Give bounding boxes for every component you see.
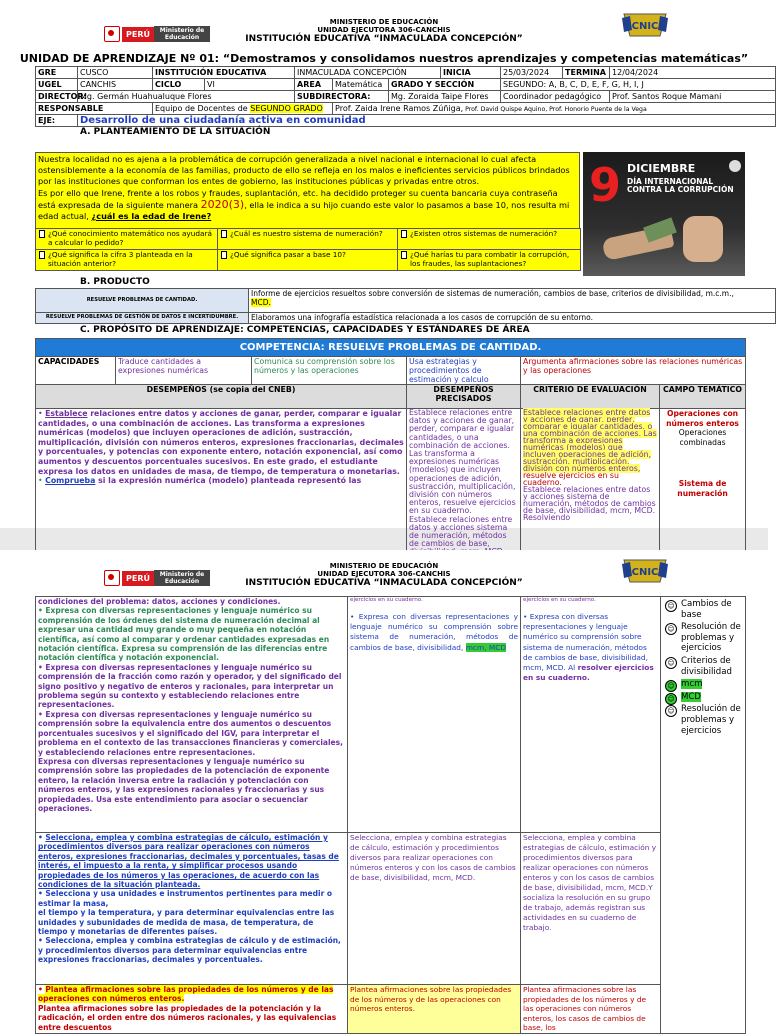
- question-1: [36, 229, 218, 250]
- teacher-main: Prof. Zaida Irene Ramos Zúñiga,: [335, 104, 464, 113]
- criteria-plantea: Plantea afirmaciones sobre las propiedades de los números y de las operaciones con números enteros, los casos de cambios de base, los: [521, 985, 661, 1034]
- topic-problem-solving-2-text: Resolución de problemas y ejercicios: [681, 704, 741, 736]
- performance-continued: condiciones del problema: datos, acciones y condiciones.: [38, 597, 281, 606]
- end-date: 12/04/2024: [610, 67, 776, 79]
- info-table: [35, 66, 776, 127]
- director-value: Mg. Germán Huahualuque Flores: [78, 91, 295, 103]
- product-description-2: Elaboramos una infografía estadística relacionada a los casos de corrupción de su entorno.: [249, 313, 776, 324]
- criteria-text-1: Establece relaciones entre datos y acciones de ganar, perder, comparar e igualar cantidades, o una combinación de acciones. Las transforma a expresiones numéricas (modelos) que incluyen operaciones de adición, sustracción, multiplicación, división con números enteros,: [523, 408, 657, 473]
- teachers-list: [333, 103, 776, 115]
- gre-value: CUSCO: [78, 67, 153, 79]
- product-competence-1: RESUELVE PROBLEMAS DE CANTIDAD.: [36, 289, 249, 313]
- performance-selecciona-2: • Selecciona y usa unidades e instrumentos pertinentes para medir o estimar la masa,: [38, 889, 333, 908]
- smiley-icon: ☺: [665, 623, 677, 635]
- criteria-expresa-bold: resolver ejercicios en su cuaderno.: [523, 663, 654, 683]
- precise-plantea: Plantea afirmaciones sobre las propiedades de los números y de las operaciones con números enteros.: [348, 985, 521, 1034]
- hand-refusing-icon: [683, 216, 723, 262]
- topic-divisibility-text: Criterios de divisibilidad: [681, 655, 732, 677]
- col-precise-header: DESEMPEÑOS PRECISADOS: [407, 385, 521, 409]
- cnic-logo-text: CNIC: [631, 21, 659, 32]
- question-6: [398, 250, 581, 271]
- product-1-text: Informe de ejercicios resueltos sobre conversión de sistemas de numeración, cambios de base, criterios de divisibilidad, m.c.m.,: [251, 289, 734, 298]
- guiding-questions: [35, 228, 581, 271]
- capacity-4: Argumenta afirmaciones sobre las relaciones numéricas y las operaciones: [521, 357, 746, 385]
- smiley-icon: ☺: [665, 657, 677, 669]
- cnic-logo-icon: [620, 556, 670, 586]
- performance-selecciona-1-text: Selecciona, emplea y combina estrategias de cálculo, estimación y procedimientos diversos para realizar operaciones con números enteros, expresiones fraccionarias, decimales y porcentuales, tasas de interés, el impuesto a la renta, y simplificar procesos usando propiedades de los números y las operaciones, de acuerdo con las condiciones de la situación planteada.: [38, 833, 339, 890]
- question-1-text: ¿Qué conocimiento matemático nos ayudará a calcular lo pedido?: [48, 229, 212, 247]
- ugel-value: CANCHIS: [78, 79, 153, 91]
- topic-mcm-text: mcm: [681, 679, 703, 690]
- area-value: Matemática: [333, 79, 389, 91]
- product-competence-2: RESUELVE PROBLEMAS DE GESTIÓN DE DATOS E INCERTIDUMBRE.: [36, 313, 249, 324]
- performance-text-1: relaciones entre datos y acciones de ganar, perder, comparar e igualar cantidades, o una combinación de acciones. Las transforma a expresiones numéricas (modelos) que incluyen operaciones de adición, sustracción, multiplicación, división con números enteros, expresiones fraccionarias, decimales y porcentuales, y potencias con exponente entero, notación exponencial, así como aumentos y descuentos porcentuales sucesivos. En este grado, el estudiante expresa los datos en unidades de masa, de tiempo, de temperatura o monetarias.: [38, 409, 404, 476]
- performance-plantea-1-text: Plantea afirmaciones sobre las propiedades de los números y de las operaciones con números enteros.: [38, 985, 334, 1004]
- performance-selecciona-3-text: Selecciona, emplea y combina estrategias de cálculo y de estimación, y procedimientos diversos para determinar equivalencias entre expresiones fraccionarias, decimales y porcentuales.: [38, 936, 341, 965]
- performance-expresa-2-text: Expresa con diversas representaciones y lenguaje numérico su comprensión de la fracción como razón y operador, y del significado del signo positivo y negativo de enteros y racionales, para interpretar un problema según su contexto y estableciendo relaciones entre representaciones.: [38, 662, 342, 710]
- col-topic-header: CAMPO TEMÁTICO: [660, 385, 746, 409]
- end-label: TERMINA: [563, 67, 610, 79]
- question-4: [36, 250, 218, 271]
- coordinator-value: Prof. Santos Roque Mamani: [610, 91, 776, 103]
- area-label: AREA: [295, 79, 333, 91]
- question-5: [218, 250, 398, 271]
- performance-cell-2: [36, 597, 348, 833]
- topic-cell: [660, 409, 746, 566]
- topic-3: Sistema de numeración: [677, 479, 728, 498]
- topic-problem-solving: [663, 622, 743, 654]
- performance-plantea-2: Plantea afirmaciones sobre las propiedades de la potenciación y la radicación, el orden entre dos números racionales, y las equivalencias entre descuentos: [38, 1003, 337, 1032]
- axis-label: EJE:: [36, 115, 78, 127]
- competence-title: COMPETENCIA: RESUELVE PROBLEMAS DE CANTIDAD.: [36, 339, 746, 357]
- responsible-grade: SEGUNDO GRADO: [250, 104, 323, 113]
- precise-expresa-highlight: mcm, MCD: [465, 642, 507, 652]
- criteria-continued: ejercicios en su cuaderno.: [523, 597, 596, 603]
- performance-expresa-4: Expresa con diversas representaciones y lenguaje numérico su comprensión sobre las propiedades de la potenciación de exponente entero, la relación inversa entre la radiación y potenciación con números enteros, y las expresiones racionales y fraccionarias y sus propiedades. Usa este entendimiento para asociar o secuenciar operaciones.: [38, 756, 330, 813]
- school-line: INSTITUCIÓN EDUCATIVA “INMACULADA CONCEPCIÓN”: [245, 578, 523, 588]
- topic-problem-solving-2: [663, 704, 743, 736]
- topic-mcm: [663, 679, 743, 690]
- peru-label: PERÚ: [122, 571, 154, 586]
- topic-divisibility: [663, 656, 743, 677]
- school-line: INSTITUCIÓN EDUCATIVA “INMACULADA CONCEPCIÓN”: [245, 34, 523, 44]
- question-2-text: ¿Cuál es nuestro sistema de numeración?: [230, 229, 383, 238]
- performance-plantea-1: • Plantea afirmaciones sobre las propiedades de los números y de las operaciones con números enteros.: [38, 985, 334, 1004]
- poster-logo-icon: [729, 160, 741, 172]
- performance-expresa-1: • Expresa con diversas representaciones y lenguaje numérico su comprensión de los órdenes del sistema de numeración decimal al expresar una cantidad muy grande o muy pequeña en notación científica, así como al comparar y ordenar cantidades expresadas en notación científica. Expresa su comprensión de las diferencias entre notación científica y notación exponencial.: [38, 606, 330, 663]
- performance-selecciona-2b: el tiempo y la temperatura, y para determinar equivalencias entre las unidades y subunidades de medida de masa, de temperatura, de tiempo y monetarias de diferentes países.: [38, 908, 335, 937]
- competence-table: [35, 338, 746, 566]
- page-header: [0, 0, 768, 46]
- precise-text-1: Establece relaciones entre datos y acciones de ganar, perder, comparar e igualar cantidades, o una combinación de acciones. Las transforma a expresiones numéricas (modelos) que incluyen operaciones de adición, sustracción, multiplicación, división con números enteros, resuelve ejercicios en su cuaderno.: [409, 408, 516, 516]
- cnic-logo-text: CNIC: [631, 567, 659, 578]
- performance-selecciona-2-text: Selecciona y usa unidades e instrumentos pertinentes para medir o estimar la masa,: [38, 889, 333, 908]
- topic-2: Operaciones combinadas: [678, 428, 727, 447]
- ie-label: INSTITUCIÓN EDUCATIVA: [153, 67, 295, 79]
- unit-line: UNIDAD EJECUTORA 306-CANCHIS: [317, 570, 451, 578]
- responsible-label: RESPONSABLE: [36, 103, 153, 115]
- smiley-icon: ☺: [665, 600, 677, 612]
- performance-expresa-3: • Expresa con diversas representaciones y lenguaje numérico su comprensión sobre la equivalencia entre dos aumentos o descuentos porcentuales sucesivos y el significado del IGV, para interpretar el problema en el contexto de las transacciones financieras y comerciales, y estableciendo relaciones entre representaciones.: [38, 709, 343, 757]
- cycle-label: CICLO: [153, 79, 205, 91]
- poster-day: 9: [589, 158, 622, 212]
- topic-1: Operaciones con números enteros: [666, 409, 739, 428]
- criteria-cell-2: [521, 597, 661, 833]
- gre-label: GRE: [36, 67, 78, 79]
- subdirector-value: Mg. Zoraida Taipe Flores: [389, 91, 501, 103]
- precise-text-2: Establece relaciones entre datos y acciones sistema de numeración, métodos de cambios de base,: [409, 514, 513, 549]
- checkbox-icon: [401, 230, 407, 238]
- start-label: INICIA: [441, 67, 501, 79]
- poster-text: DÍA INTERNACIONAL CONTRA LA CORRUPCIÓN: [627, 177, 734, 194]
- col-criteria-header: CRITERIO DE EVALUACIÓN: [521, 385, 660, 409]
- performance-verb-1: Establece: [45, 409, 88, 418]
- ministry-badge: Ministerio de Educación: [154, 570, 210, 586]
- performance-cell-4: [36, 985, 348, 1034]
- section-b-heading: B. PRODUCTO: [80, 277, 150, 287]
- situation-paragraph-3: , ella le indica a su hijo cuando este valor lo pasamos a base 10, nos resulta mi edad actual,: [38, 199, 570, 222]
- password-code: 2020(3): [200, 197, 245, 211]
- checkbox-icon: [221, 251, 227, 259]
- criteria-text-2: Establece relaciones entre datos y acciones sistema de numeración, métodos de cambios de base, divisibilidad, mcm, MCD. Resolviendo: [523, 485, 656, 522]
- col-performance-header: DESEMPEÑOS (se copia del CNEB): [36, 385, 407, 409]
- unit-title: UNIDAD DE APRENDIZAJE Nº 01: “Demostramos y consolidamos nuestros aprendizajes y competencias matemáticas”: [19, 52, 749, 65]
- performance-text-2: si la expresión numérica (modelo) planteada representó las: [95, 476, 362, 486]
- grade-label: GRADO Y SECCIÓN: [389, 79, 501, 91]
- anticorruption-poster: [583, 152, 745, 276]
- axis-value: Desarrollo de una ciudadanía activa en comunidad: [78, 115, 776, 127]
- ie-value: INMACULADA CONCEPCIÓN: [295, 67, 441, 79]
- responsible-prefix: Equipo de Docentes de: [155, 104, 251, 113]
- criteria-selecciona: Selecciona, emplea y combina estrategias de cálculo, estimación y procedimientos diversos para realizar operaciones con números enteros y con los casos de cambios de base, divisibilidad, mcm, MCD.Y socializa la resolución en su grupo de trabajo, además registran sus actividades en su cuaderno de trabajo.: [521, 833, 661, 985]
- start-date: 25/03/2024: [501, 67, 563, 79]
- page-2: [0, 550, 768, 1033]
- topic-mcd: [663, 692, 743, 703]
- page-header-2: [0, 550, 768, 596]
- product-description-1: [249, 289, 776, 313]
- performance-selecciona-1: • Selecciona, emplea y combina estrategias de cálculo, estimación y procedimientos diversos para realizar operaciones con números enteros, expresiones fraccionarias, decimales y porcentuales, tasas de interés, el impuesto a la renta, y simplificar procesos usando propiedades de los números y las operaciones, de acuerdo con las condiciones de la situación planteada.: [38, 833, 345, 889]
- topic-base-change: [663, 599, 743, 620]
- responsible-value: [153, 103, 333, 115]
- performance-expresa-3-text: Expresa con diversas representaciones y lenguaje numérico su comprensión sobre la equivalencia entre dos aumentos o descuentos porcentuales sucesivos y el significado del IGV, para interpretar el problema en el contexto de las transacciones financieras y comerciales, y estableciendo relaciones entre representaciones.: [38, 709, 343, 757]
- situation-paragraph-1: Nuestra localidad no es ajena a la problemática de corrupción generalizada a nivel nacional e internacional lo cual afecta ostensiblemente a la economía de las familias, producto de ello se refleja en los malos e ineficientes servicios públicos brindados por las instituciones que conforman los entes de gobierno, las instituciones públicas y privadas entre otros.: [38, 154, 570, 187]
- criteria-expresa: • Expresa con diversas representaciones y lenguaje numérico su comprensión sobre sistema de numeración, métodos de cambios de base, divisibilidad, mcm, MCD. Al resolver ejercicios en su cuaderno.: [523, 612, 654, 683]
- precise-selecciona: Selecciona, emplea y combina estrategias de cálculo, estimación y procedimientos diversos para realizar operaciones con números enteros y con los casos de cambios de base, divisibilidad, mcm, MCD.: [348, 833, 521, 985]
- precise-expresa: • Expresa con diversas representaciones y lenguaje numérico su comprensión sobre sistema de numeración, métodos de cambios de base, divisibilidad, mcm, MCD: [350, 612, 518, 652]
- situation-question: ¿cuál es la edad de Irene?: [91, 211, 212, 222]
- product-table: [35, 288, 776, 324]
- grade-value: SEGUNDO: A, B, C, D, E, F, G, H, I, J: [501, 79, 776, 91]
- subdirector-label: SUBDIRECTORA:: [295, 91, 389, 103]
- topic-base-change-text: Cambios de base: [681, 599, 732, 620]
- question-4-text: ¿Qué significa la cifra 3 planteada en la situación anterior?: [48, 250, 193, 268]
- performance-cell-3: [36, 833, 348, 985]
- poster-month: DICIEMBRE: [627, 162, 696, 175]
- ministry-line: MINISTERIO DE EDUCACIÓN: [329, 18, 439, 26]
- smiley-icon: ☺: [665, 705, 677, 717]
- product-1-highlight: MCD.: [251, 298, 271, 308]
- criteria-cell: [521, 409, 660, 566]
- capacity-3: Usa estrategias y procedimientos de estimación y calculo: [407, 357, 521, 385]
- director-label: DIRECTOR:: [36, 91, 78, 103]
- question-3: [398, 229, 581, 250]
- smiley-icon: ☺: [665, 693, 677, 705]
- question-6-text: ¿Qué harías tu para combatir la corrupción, los fraudes, las suplantaciones?: [410, 250, 570, 268]
- checkbox-icon: [221, 230, 227, 238]
- topic-cell-2: [661, 597, 746, 1034]
- section-a-heading: A. PLANTEAMIENTO DE LA SITUACIÓN: [80, 127, 271, 137]
- ministry-badge: Ministerio de Educación: [154, 26, 210, 42]
- teachers-rest: Prof. David Quispe Aquino, Prof. Honorio Puente de la Vega: [463, 106, 647, 113]
- checkbox-icon: [401, 251, 407, 259]
- cycle-value: VI: [205, 79, 295, 91]
- performance-selecciona-3: • Selecciona, emplea y combina estrategias de cálculo y de estimación, y procedimientos diversos para determinar equivalencias entre expresiones fraccionarias, decimales y porcentuales.: [38, 936, 341, 965]
- peru-label: PERÚ: [122, 27, 154, 42]
- criteria-text-red: resuelve ejercicios en su cuaderno.: [523, 471, 619, 487]
- performance-expresa-2: • Expresa con diversas representaciones y lenguaje numérico su comprensión de la fracción como razón y operador, y del significado del signo positivo y negativo de enteros y racionales, para interpretar un problema según su contexto y estableciendo relaciones entre representaciones.: [38, 662, 342, 710]
- precise-expresa-text: Expresa con diversas representaciones y lenguaje numérico su comprensión sobre sistema de numeración, métodos de cambios de base, divisibilidad,: [350, 612, 518, 652]
- smiley-icon: ☺: [665, 680, 677, 692]
- section-c-heading: C. PROPÓSITO DE APRENDIZAJE: COMPETENCIAS, CAPACIDADES Y ESTÁNDARES DE ÁREA: [80, 325, 530, 335]
- question-2: [218, 229, 398, 250]
- cnic-logo-icon: [620, 10, 670, 40]
- ugel-label: UGEL: [36, 79, 78, 91]
- capacity-1: Traduce cantidades a expresiones numéricas: [116, 357, 252, 385]
- topic-mcd-text: MCD: [681, 691, 702, 702]
- topic-problem-solving-text: Resolución de problemas y ejercicios: [681, 622, 741, 654]
- question-5-text: ¿Qué significa pasar a base 10?: [230, 250, 346, 259]
- question-3-text: ¿Existen otros sistemas de numeración?: [410, 229, 558, 238]
- performance-verb-2: Comprueba: [45, 476, 96, 486]
- precise-continued: ejercicios en su cuaderno.: [350, 597, 423, 603]
- situation-paragraph-2: Es por ello que Irene, frente a los robos y fraudes, suplantación, etc. ha decidido proteger su cuenta bancaria cuya contraseña está expresada de la siguiente manera: [38, 187, 558, 210]
- precise-cell: [407, 409, 521, 566]
- unit-line: UNIDAD EJECUTORA 306-CANCHIS: [317, 26, 451, 34]
- criteria-expresa-text: Expresa con diversas representaciones y lenguaje numérico su comprensión sobre sistema de numeración, métodos de cambios de base, divisibilidad, mcm, MCD. Al: [523, 612, 648, 673]
- performance-expresa-1-text: Expresa con diversas representaciones y lenguaje numérico su comprensión de los órdenes del sistema de numeración decimal al expresar una cantidad muy grande o muy pequeña en notación científica, así como al comparar y ordenar cantidades expresadas en notación científica. Expresa su comprensión de las diferencias entre notación científica y notación exponencial.: [38, 606, 330, 663]
- capacity-2: Comunica su comprensión sobre los números y las operaciones: [252, 357, 407, 385]
- ministry-line: MINISTERIO DE EDUCACIÓN: [329, 562, 439, 570]
- capacities-label: CAPACIDADES: [36, 357, 116, 385]
- competence-table-continued: [35, 596, 746, 1034]
- checkbox-icon: [39, 251, 45, 259]
- performance-cell: • Establece relaciones entre datos y acciones de ganar, perder, comparar e igualar cantidades, o una combinación de acciones. Las transforma a expresiones numéricas (modelos) que incluyen operaciones de adición, sustracción, multiplicación, división con números enteros, expresiones fraccionarias, decimales y porcentuales, y potencias con exponente entero, notación exponencial, así como aumentos y descuentos porcentuales sucesivos. En este grado, el estudiante expresa los datos en unidades de masa, de tiempo, de temperatura o monetarias. • Comprueba si la expresión numérica (modelo) planteada representó las: [36, 409, 407, 566]
- precise-cell-2: [348, 597, 521, 833]
- checkbox-icon: [39, 230, 45, 238]
- coordinator-label: Coordinador pedagógico: [501, 91, 610, 103]
